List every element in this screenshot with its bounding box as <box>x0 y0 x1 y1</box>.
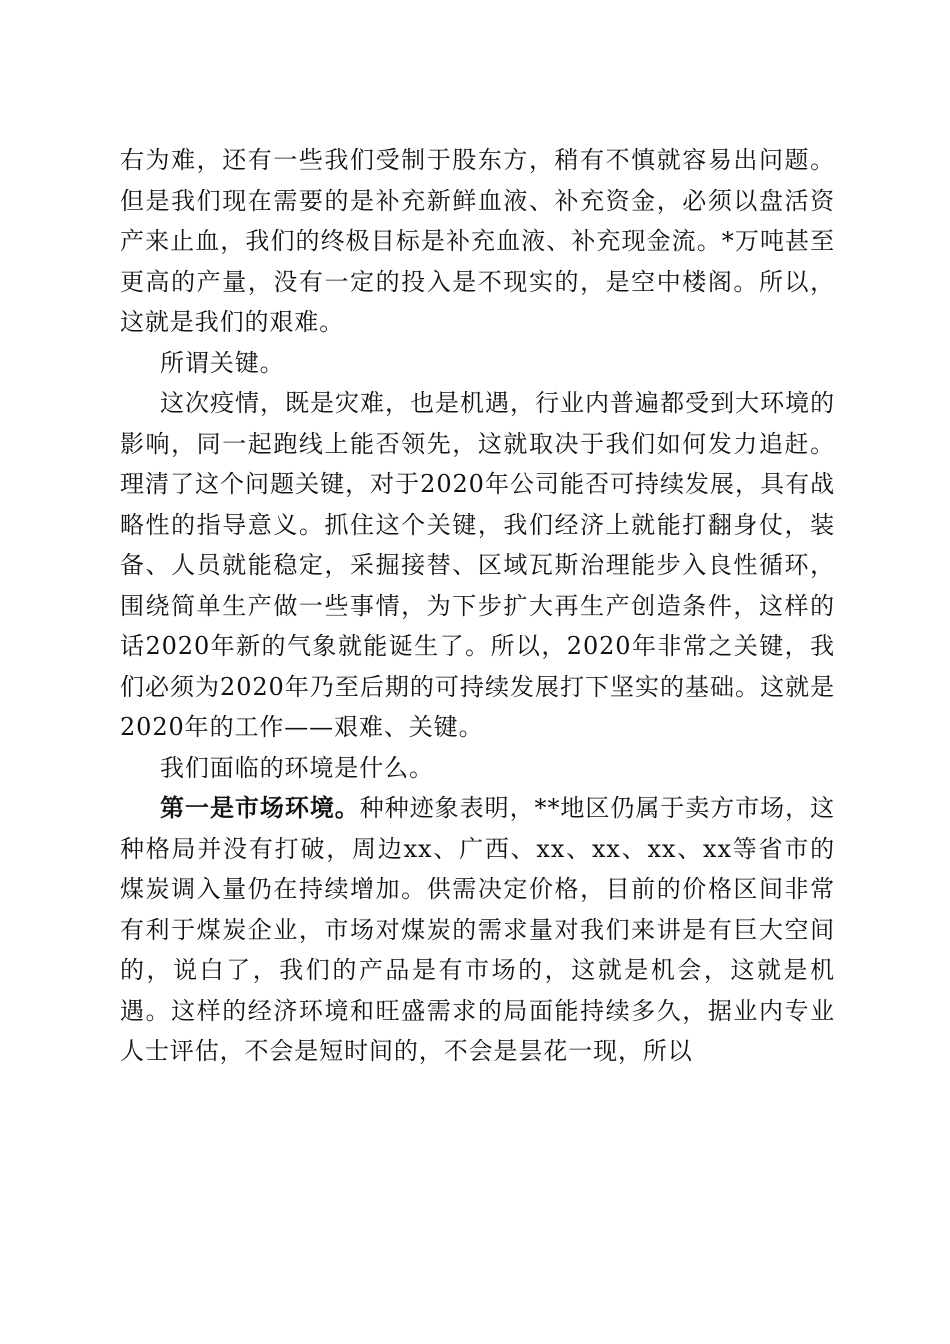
paragraph-lead-bold: 第一是市场环境。 <box>160 793 360 822</box>
paragraph-hardship-continued <box>120 140 835 343</box>
paragraph-market-environment <box>120 788 835 1072</box>
paragraph-environment-heading <box>120 748 835 789</box>
paragraph-text: 种种迹象表明，**地区仍属于卖方市场，这种格局并没有打破，周边xx、广西、xx、xx、xx、xx等省市的煤炭调入量仍在持续增加。供需决定价格，目前的价格区间非常有利于煤炭企业，市场对煤炭的需求量对我们来讲是有巨大空间的，说白了，我们的产品是有市场的，这就是机会，这就是机遇。这样的经济环境和旺盛需求的局面能持续多久，据业内专业人士评估，不会是短时间的，不会是昙花一现，所以 <box>120 794 836 1065</box>
paragraph-text: 所谓关键。 <box>160 348 285 377</box>
paragraph-text: 这次疫情，既是灾难，也是机遇，行业内普遍都受到大环境的影响，同一起跑线上能否领先，这就取决于我们如何发力追赶。理清了这个问题关键，对于2020年公司能否可持续发展，具有战略性的指导意义。抓住这个关键，我们经济上就能打翻身仗，装备、人员就能稳定，采掘接替、区域瓦斯治理能步入良性循环，围绕简单生产做一些事情，为下步扩大再生产创造条件，这样的话2020年新的气象就能诞生了。所以，2020年非常之关键，我们必须为2020年乃至后期的可持续发展打下坚实的基础。这就是2020年的工作——艰难、关键。 <box>120 389 835 741</box>
paragraph-text: 右为难，还有一些我们受制于股东方，稍有不慎就容易出问题。但是我们现在需要的是补充新鲜血液、补充资金，必须以盘活资产来止血，我们的终极目标是补充血液、补充现金流。*万吨甚至更高的产量，没有一定的投入是不现实的，是空中楼阁。所以，这就是我们的艰难。 <box>120 146 835 336</box>
paragraph-key-heading <box>120 343 835 384</box>
paragraph-epidemic-opportunity <box>120 383 835 748</box>
paragraph-text: 我们面临的环境是什么。 <box>160 753 434 782</box>
document-body <box>120 140 835 1072</box>
